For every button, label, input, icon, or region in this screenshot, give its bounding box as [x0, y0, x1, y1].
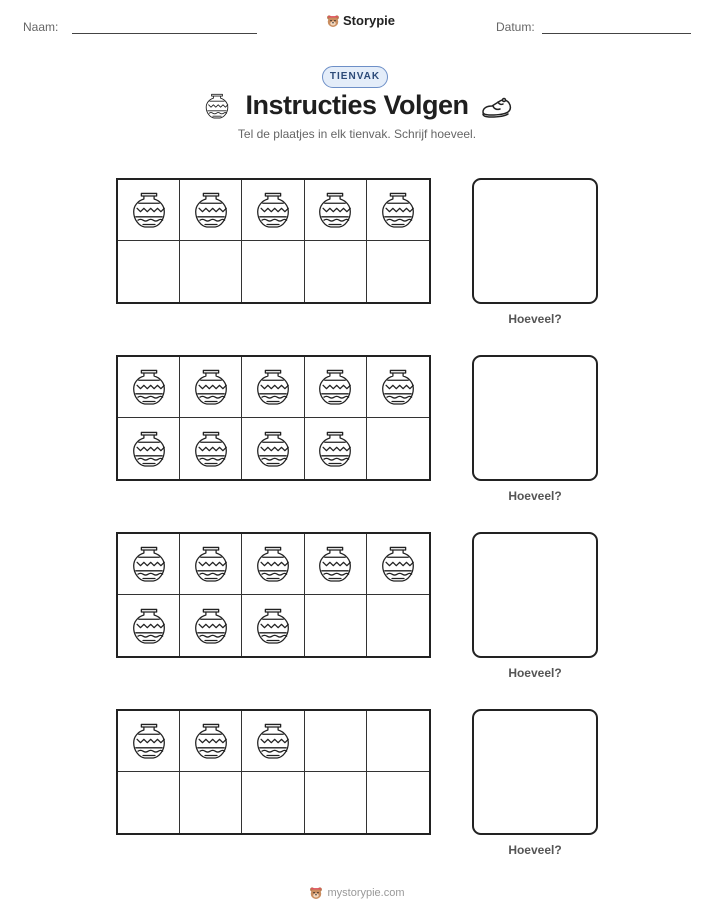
frame-cell	[305, 418, 367, 479]
page-title: Instructies Volgen	[245, 90, 469, 120]
vase-icon	[132, 367, 166, 407]
frame-cell	[118, 357, 180, 418]
answer-prompt-3: Hoeveel?	[508, 666, 562, 680]
frame-cell	[118, 418, 180, 479]
frame-cell	[305, 595, 367, 656]
frame-cell	[180, 418, 242, 479]
frame-cell	[242, 772, 304, 833]
name-label: Naam:	[23, 20, 59, 34]
date-label: Datum:	[496, 20, 535, 34]
frame-cell	[242, 534, 304, 595]
frame-cell	[242, 180, 304, 241]
answer-box-1[interactable]	[472, 178, 598, 304]
frame-cell	[367, 534, 429, 595]
vase-icon	[132, 429, 166, 469]
frame-cell	[180, 534, 242, 595]
frame-cell	[180, 711, 242, 772]
instruction-text: Tel de plaatjes in elk tienvak. Schrijf hoeveel.	[237, 127, 477, 141]
vase-icon	[194, 544, 228, 584]
frame-cell	[242, 711, 304, 772]
vase-icon	[318, 429, 352, 469]
ten-frame-3	[116, 532, 431, 658]
vase-icon	[256, 429, 290, 469]
frame-cell	[367, 711, 429, 772]
frame-cell	[118, 595, 180, 656]
brand-logo	[326, 13, 395, 28]
vase-icon	[256, 367, 290, 407]
tienvak-badge: TIENVAK	[322, 66, 388, 88]
frame-cell	[367, 180, 429, 241]
frame-cell	[242, 357, 304, 418]
ten-frame-1	[116, 178, 431, 304]
vase-icon	[132, 606, 166, 646]
vase-icon	[132, 544, 166, 584]
frame-cell	[118, 772, 180, 833]
date-line[interactable]	[542, 33, 691, 34]
vase-icon	[256, 606, 290, 646]
frame-cell	[305, 241, 367, 302]
vase-icon	[194, 721, 228, 761]
frame-cell	[305, 772, 367, 833]
answer-prompt-2: Hoeveel?	[508, 489, 562, 503]
vase-icon	[256, 721, 290, 761]
footer	[0, 886, 714, 900]
frame-cell	[305, 711, 367, 772]
vase-icon	[381, 367, 415, 407]
frame-cell	[305, 534, 367, 595]
footer-url: mystorypie.com	[327, 887, 405, 899]
frame-cell	[118, 711, 180, 772]
frame-cell	[118, 241, 180, 302]
sandal-icon	[480, 95, 514, 119]
frame-cell	[367, 772, 429, 833]
answer-box-4[interactable]	[472, 709, 598, 835]
frame-cell	[180, 595, 242, 656]
frame-cell	[180, 241, 242, 302]
vase-icon	[132, 190, 166, 230]
bear-icon	[309, 886, 323, 900]
vase-icon	[318, 544, 352, 584]
frame-cell	[305, 357, 367, 418]
vase-icon	[381, 544, 415, 584]
frame-cell	[367, 357, 429, 418]
vase-icon	[194, 606, 228, 646]
frame-cell	[367, 418, 429, 479]
brand-name: Storypie	[343, 13, 396, 28]
vase-icon	[256, 544, 290, 584]
name-line[interactable]	[72, 33, 257, 34]
frame-cell	[242, 241, 304, 302]
frame-cell	[242, 418, 304, 479]
answer-prompt-1: Hoeveel?	[508, 312, 562, 326]
vase-icon	[194, 429, 228, 469]
vase-icon	[318, 367, 352, 407]
vase-icon	[318, 190, 352, 230]
ten-frame-4	[116, 709, 431, 835]
frame-cell	[180, 180, 242, 241]
vase-icon	[132, 721, 166, 761]
vase-icon	[194, 190, 228, 230]
answer-prompt-4: Hoeveel?	[508, 843, 562, 857]
ten-frame-2	[116, 355, 431, 481]
frame-cell	[180, 357, 242, 418]
frame-cell	[367, 241, 429, 302]
frame-cell	[180, 772, 242, 833]
frame-cell	[242, 595, 304, 656]
vase-icon	[381, 190, 415, 230]
bear-icon	[326, 14, 340, 28]
frame-cell	[367, 595, 429, 656]
frame-cell	[305, 180, 367, 241]
vase-icon	[194, 367, 228, 407]
frame-cell	[118, 534, 180, 595]
answer-box-3[interactable]	[472, 532, 598, 658]
vase-icon	[256, 190, 290, 230]
answer-box-2[interactable]	[472, 355, 598, 481]
frame-cell	[118, 180, 180, 241]
